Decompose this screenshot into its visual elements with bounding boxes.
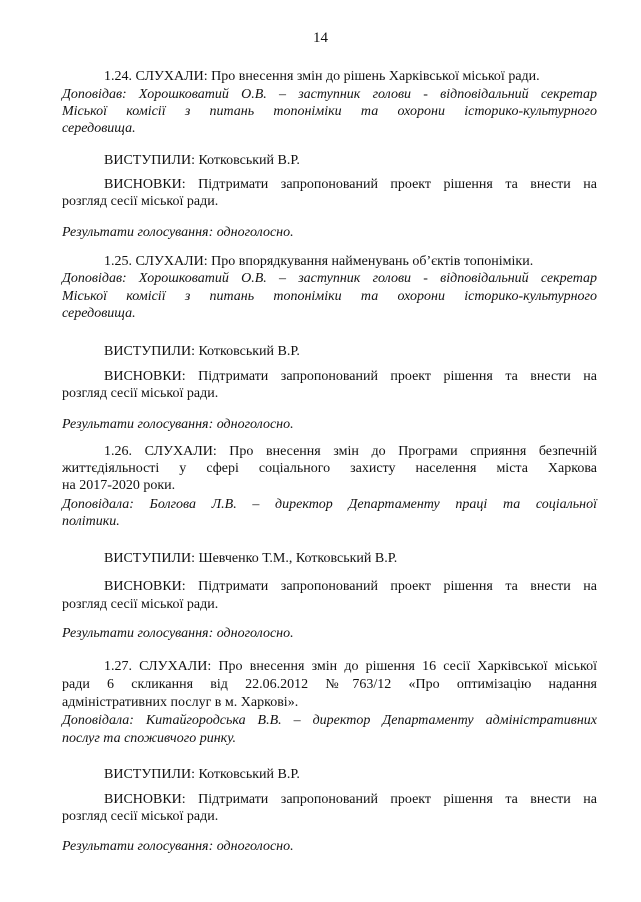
item-1-24-reporter-line2: Міської комісії з питань топоніміки та охорони історико-культурного [62,104,597,119]
item-1-24-spoke: ВИСТУПИЛИ: Котковський В.Р. [104,153,300,168]
item-1-27-vote: Результати голосування: одноголосно. [62,839,294,854]
item-1-25-spoke: ВИСТУПИЛИ: Котковський В.Р. [104,344,300,359]
item-1-24-vote: Результати голосування: одноголосно. [62,225,294,240]
item-1-25-reporter-line1: Доповідав: Хорошковатий О.В. – заступник голови - відповідальний секретар [62,271,597,286]
item-1-27-conclusions-line1: ВИСНОВКИ: Підтримати запропонований проект рішення та внести на [104,792,597,807]
item-1-24-conclusions-line1: ВИСНОВКИ: Підтримати запропонований проект рішення та внести на [104,177,597,192]
item-1-26-conclusions-line2: розгляд сесії міської ради. [62,597,219,612]
item-1-25-heard: 1.25. СЛУХАЛИ: Про впорядкування найменувань об’єктів топоніміки. [104,254,534,269]
item-1-25-vote: Результати голосування: одноголосно. [62,417,294,432]
item-1-26-heard-line2: життєдіяльності у сфері соціального захисту населення міста Харкова [62,461,597,476]
item-1-24-heard: 1.24. СЛУХАЛИ: Про внесення змін до рішень Харківської міської ради. [104,69,540,84]
item-1-26-reporter-line1: Доповідала: Болгова Л.В. – директор Департаменту праці та соціальної [62,497,597,512]
page-number: 14 [313,30,328,46]
item-1-27-heard-line2: ради 6 скликання від 22.06.2012 №763/12 «Про оптимізацію надання [62,677,597,692]
item-1-26-vote: Результати голосування: одноголосно. [62,626,294,641]
item-1-25-conclusions-line1: ВИСНОВКИ: Підтримати запропонований проект рішення та внести на [104,369,597,384]
item-1-27-reporter-line1: Доповідала: Китайгородська В.В. – директор Департаменту адміністративних [62,713,597,728]
item-1-26-heard-line3: на 2017-2020 роки. [62,478,176,493]
item-1-26-spoke: ВИСТУПИЛИ: Шевченко Т.М., Котковський В.Р. [104,551,398,566]
item-1-24-conclusions-line2: розгляд сесії міської ради. [62,194,219,209]
item-1-27-heard-line3: адміністративних послуг в м. Харкові». [62,695,299,710]
item-1-24-reporter-line3: середовища. [62,121,136,136]
item-1-26-reporter-line2: політики. [62,514,120,529]
item-1-27-spoke: ВИСТУПИЛИ: Котковський В.Р. [104,767,300,782]
item-1-26-conclusions-line1: ВИСНОВКИ: Підтримати запропонований проект рішення та внести на [104,579,597,594]
item-1-26-heard-line1: 1.26. СЛУХАЛИ: Про внесення змін до Програми сприяння безпечній [104,444,597,459]
item-1-25-reporter-line2: Міської комісії з питань топоніміки та охорони історико-культурного [62,289,597,304]
item-1-25-reporter-line3: середовища. [62,306,136,321]
item-1-27-conclusions-line2: розгляд сесії міської ради. [62,809,219,824]
item-1-25-conclusions-line2: розгляд сесії міської ради. [62,386,219,401]
item-1-24-reporter-line1: Доповідав: Хорошковатий О.В. – заступник голови - відповідальний секретар [62,87,597,102]
item-1-27-heard-line1: 1.27. СЛУХАЛИ: Про внесення змін до рішення 16 сесії Харківської міської [104,659,597,674]
item-1-27-reporter-line2: послуг та споживчого ринку. [62,731,237,746]
